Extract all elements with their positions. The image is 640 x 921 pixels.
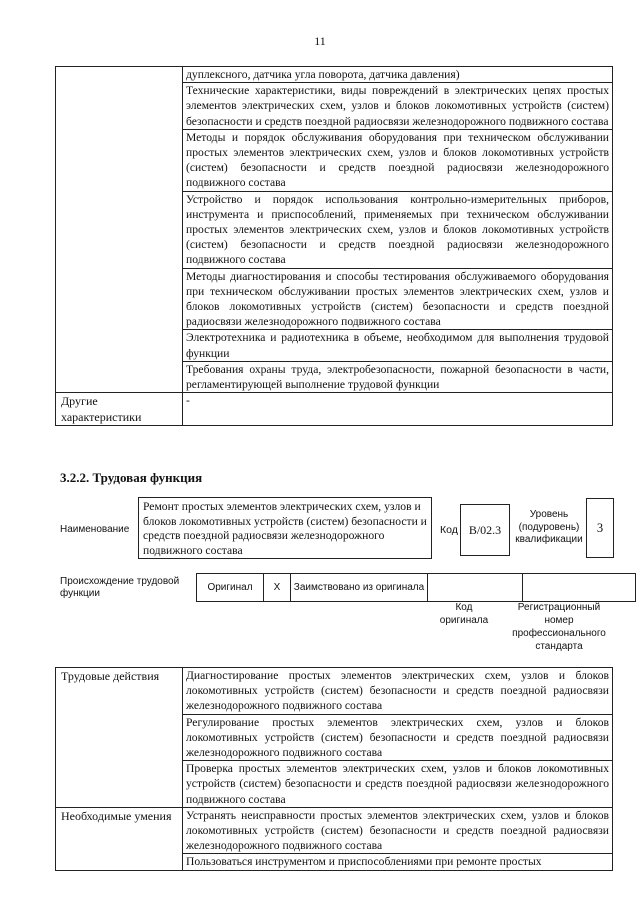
code-label: Код — [440, 524, 458, 536]
other-characteristics-label: Другие характеристики — [56, 393, 183, 426]
table-cell: Методы диагностирования и способы тестирования обслуживаемого оборудования при техническом обслуживании простых элементов электрических схем, узлов и блоков локомотивных устройств (систем) безопасности и средств поездной радиосвязи железнодорожного подвижного состава — [183, 268, 613, 330]
table-cell: Электротехника и радиотехника в объеме, необходимом для выполнения трудовой функции — [183, 330, 613, 361]
table-cell: Проверка простых элементов электрических схем, узлов и блоков локомотивных устройств (систем) безопасности и средств поездной радиосвязи железнодорожного подвижного состава — [183, 761, 613, 808]
origin-label: Происхождение трудовой функции — [60, 576, 180, 599]
table-cell: Устранять неисправности простых элементов электрических схем, узлов и блоков локомотивных устройств (систем) безопасности и средств поездной радиосвязи железнодорожного подвижного состава — [183, 807, 613, 854]
table-cell: Устройство и порядок использования контрольно-измерительных приборов, инструмента и приспособлений, применяемых при техническом обслуживании простых элементов электрических схем, узлов и блоков локомотивных устройств (систем) безопасности и средств поездной радиосвязи железнодорожного подвижного состава — [183, 191, 613, 268]
other-characteristics-value: - — [183, 393, 613, 426]
original-code-cell — [428, 574, 523, 602]
table-cell: дуплексного, датчика угла поворота, датчика давления) — [183, 67, 613, 83]
code-original-caption: Код оригинала — [439, 602, 489, 626]
labor-actions-label: Трудовые действия — [56, 668, 183, 808]
table-cell: Технические характеристики, виды повреждений в электрических цепях простых элементов электрических схем, узлов и блоков локомотивных устройств (систем) безопасности и средств поездной радиосвязи железнодорожного подвижного состава — [183, 83, 613, 130]
table-cell: Методы и порядок обслуживания оборудования при техническом обслуживании простых элементов электрических схем, узлов и блоков локомотивных устройств (систем) безопасности и средств поездной радиосвязи железнодорожного подвижного состава — [183, 129, 613, 191]
table-cell: Пользоваться инструментом и приспособлениями при ремонте простых — [183, 854, 613, 870]
table-row — [56, 393, 613, 426]
reg-number-caption: Регистрационный номер профессионального стандарта — [512, 602, 606, 652]
table-row — [56, 67, 613, 83]
section-title: 3.2.2. Трудовая функция — [60, 470, 203, 485]
table-row — [56, 807, 613, 854]
function-code-box: B/02.3 — [460, 504, 510, 556]
level-label: Уровень (подуровень) квалификации — [515, 509, 583, 545]
origin-table — [196, 573, 636, 602]
required-skills-label: Необходимые умения — [56, 807, 183, 870]
table-row — [197, 574, 636, 602]
table-cell: Требования охраны труда, электробезопасности, пожарной безопасности в части, регламентирующей выполнение трудовой функции — [183, 361, 613, 392]
page-number: 11 — [314, 34, 326, 48]
row-label-empty — [56, 67, 183, 393]
actions-table — [55, 667, 613, 871]
reg-number-cell — [523, 574, 636, 602]
level-value-box: 3 — [586, 498, 614, 558]
name-label: Наименование — [60, 524, 130, 535]
knowledge-table — [55, 66, 613, 426]
table-row — [56, 668, 613, 715]
original-mark: X — [264, 574, 291, 602]
borrowed-label: Заимствовано из оригинала — [291, 574, 428, 602]
table-cell: Диагностирование простых элементов электрических схем, узлов и блоков локомотивных устройств (систем) безопасности и средств поездной радиосвязи железнодорожного подвижного состава — [183, 668, 613, 715]
function-name-box: Ремонт простых элементов электрических схем, узлов и блоков локомотивных устройств (систем) безопасности и средств поездной радиосвязи железнодорожного подвижного состава — [138, 497, 432, 559]
original-label: Оригинал — [197, 574, 264, 602]
table-cell: Регулирование простых элементов электрических схем, узлов и блоков локомотивных устройств (систем) безопасности и средств поездной радиосвязи железнодорожного подвижного состава — [183, 714, 613, 761]
